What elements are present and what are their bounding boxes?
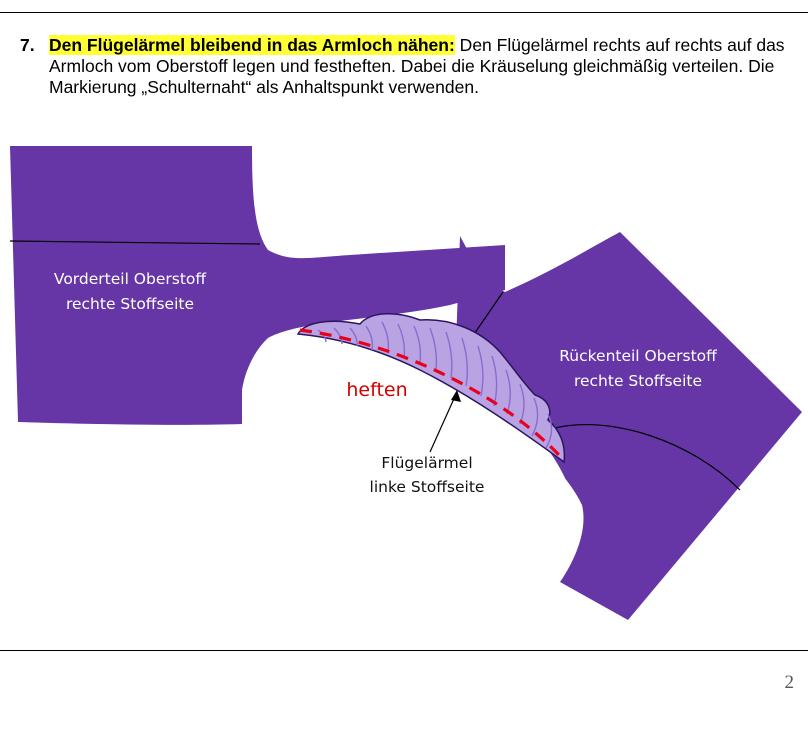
- front-piece-label: Vorderteil Oberstoff: [53, 270, 207, 288]
- sleeve-label: Flügelärmel: [381, 454, 473, 472]
- step-body: Den Flügelärmel rechts auf rechts auf das Armloch vom Oberstoff legen und festheften. Dabei die Kräuselung gleichmäßig verteilen. Die Markierung „Schulternaht“ als Anhaltspunkt verwenden.: [49, 35, 785, 97]
- back-piece-side-label: rechte Stoffseite: [573, 372, 703, 390]
- back-piece-label: Rückenteil Oberstoff: [559, 347, 717, 365]
- bottom-rule: [0, 650, 808, 651]
- front-piece-side-label: rechte Stoffseite: [65, 295, 195, 313]
- step-number: 7.: [20, 35, 35, 55]
- step-heading: Den Flügelärmel bleibend in das Armloch nähen:: [49, 35, 455, 55]
- page-number: 2: [784, 672, 794, 693]
- sleeve-side-label: linke Stoffseite: [369, 478, 485, 496]
- baste-label: heften: [346, 379, 408, 401]
